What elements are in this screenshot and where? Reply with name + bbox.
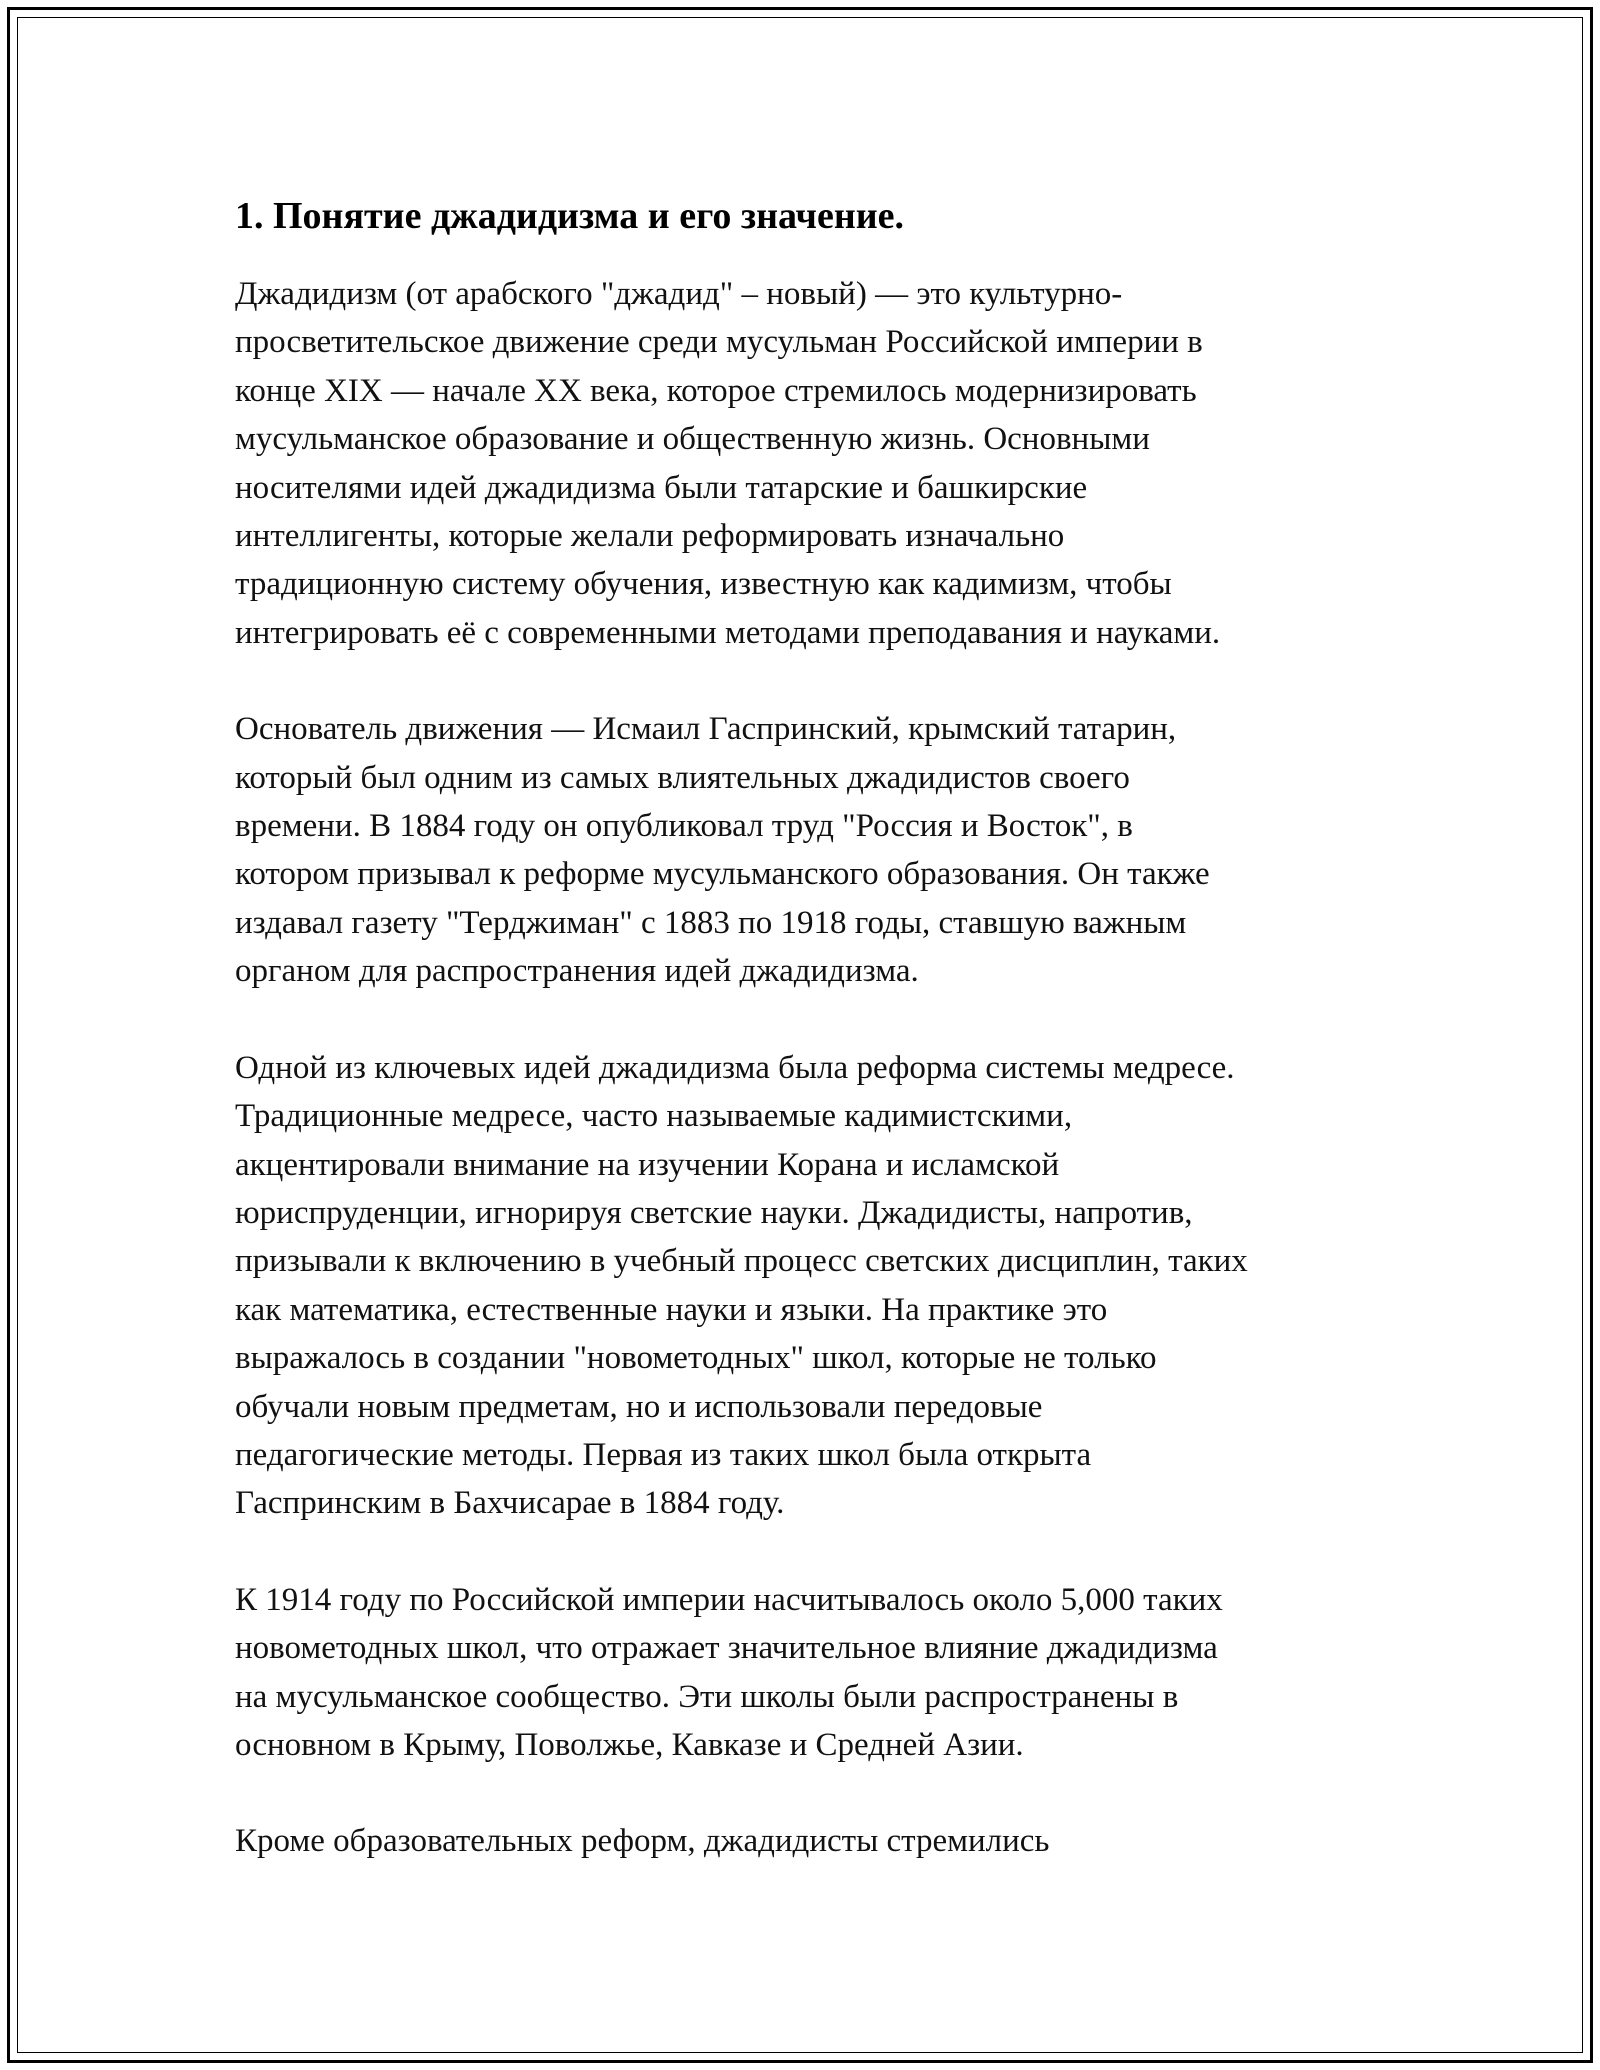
text-line: интеллигенты, которые желали реформировать изначально [235,518,1065,555]
paragraph-2 [235,705,1395,995]
text-line: мусульманское образование и общественную жизнь. Основными [235,421,1150,458]
text-line: Традиционные медресе, часто называемые кадимистскими, [235,1098,1073,1135]
text-line: Джадидизм (от арабского "джадид" – новый) — это культурно- [235,276,1123,312]
paragraph-3 [235,1044,1395,1528]
text-line: времени. В 1884 году он опубликовал труд "Россия и Восток", в [235,808,1133,845]
text-line: Кроме образовательных реформ, джадидисты стремились [235,1823,1050,1860]
text-line: просветительское движение среди мусульман Российской империи в [235,324,1203,361]
text-line: К 1914 году по Российской империи насчитывалось около 5,000 таких [235,1581,1223,1618]
text-line: педагогические методы. Первая из таких школ была открыта [235,1436,1092,1473]
text-line: как математика, естественные науки и языки. На практике это [235,1291,1108,1328]
text-line: юриспруденции, игнорируя светские науки. Джадидисты, напротив, [235,1194,1193,1231]
text-line: конце XIX — начале XX века, которое стремилось модернизировать [235,372,1197,409]
text-line: на мусульманское сообщество. Эти школы были распространены в [235,1678,1179,1715]
text-line: Основатель движения — Исмаил Гаспринский, крымский татарин, [235,711,1177,748]
text-line: интегрировать её с современными методами преподавания и науками. [235,614,1221,651]
text-line: акцентировали внимание на изучении Корана и исламской [235,1146,1060,1183]
text-line: Гаспринским в Бахчисарае в 1884 году. [235,1485,785,1522]
text-line: Одной из ключевых идей джадидизма была реформа системы медресе. [235,1049,1235,1086]
paragraph-5 [235,1817,1395,1865]
text-line: издавал газету "Терджиман" с 1883 по 1918 годы, ставшую важным [235,904,1187,941]
text-line: основном в Крыму, Поволжье, Кавказе и Средней Азии. [235,1726,1024,1763]
text-line: традиционную систему обучения, известную как кадимизм, чтобы [235,566,1172,603]
text-line: призывали к включению в учебный процесс светских дисциплин, таких [235,1243,1248,1280]
paragraph-1 [235,270,1395,657]
text-line: носителями идей джадидизма были татарские и башкирские [235,469,1088,506]
section-heading: 1. Понятие джадидизма и его значение. [235,195,904,237]
text-line: котором призывал к реформе мусульманского образования. Он также [235,856,1210,893]
text-line: органом для распространения идей джадидизма. [235,953,919,990]
paragraph-4 [235,1576,1395,1770]
text-line: новометодных школ, что отражает значительное влияние джадидизма [235,1630,1218,1667]
text-line: который был одним из самых влиятельных джадидистов своего [235,759,1130,796]
text-line: выражалось в создании "новометодных" школ, которые не только [235,1340,1157,1377]
text-line: обучали новым предметам, но и использовали передовые [235,1388,1043,1425]
document-body [235,188,1395,1914]
